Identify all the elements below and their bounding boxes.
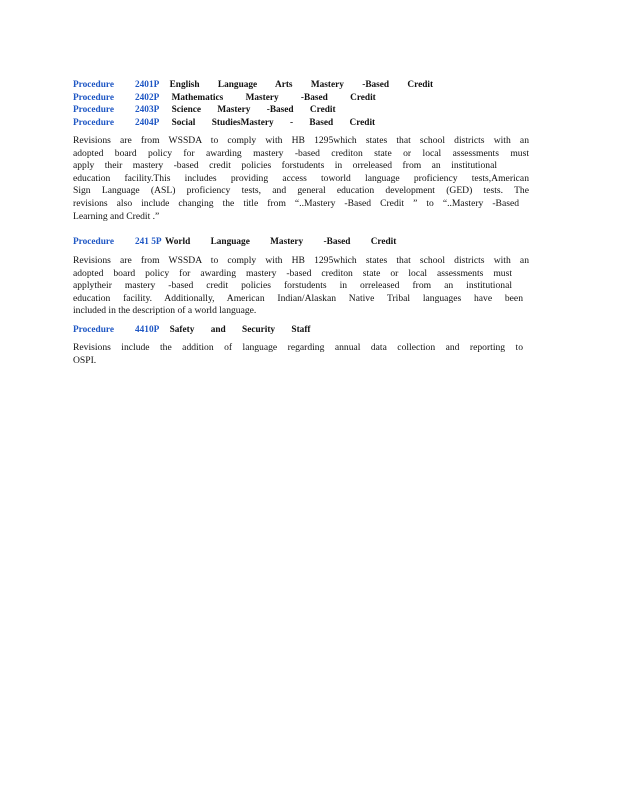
procedure-title: English Language Arts Mastery -Based Credit <box>169 80 434 90</box>
revision-paragraph-1 <box>73 135 529 223</box>
revision-paragraph-2 <box>73 255 529 318</box>
procedure-title: Mathematics Mastery -Based Credit <box>171 92 376 103</box>
paragraph-line: Learning and Credit .” <box>73 210 160 222</box>
procedure-title: Science Mastery -Based Credit <box>171 105 336 115</box>
procedure-list-2 <box>73 236 529 249</box>
procedure-title: Social StudiesMastery - Based Credit <box>171 117 376 128</box>
procedure-title: World Language Mastery -Based Credit <box>164 237 397 247</box>
procedure-row <box>73 117 529 130</box>
procedure-row <box>73 104 529 117</box>
procedure-word: Procedure <box>73 325 114 335</box>
paragraph-line: apply their mastery -based credit policies forstudents in orreleased from an institutional <box>73 160 497 172</box>
procedure-list-1 <box>73 79 529 129</box>
procedure-word: Procedure <box>73 80 114 90</box>
procedure-row <box>73 324 529 337</box>
paragraph-line: adopted board policy for awarding mastery -based crediton state or local assessments must <box>73 147 529 159</box>
procedure-word: Procedure <box>73 105 114 115</box>
procedure-number: 4410P <box>135 325 160 335</box>
procedure-link-2402p[interactable] <box>73 92 159 105</box>
paragraph-line: Revisions include the addition of language regarding annual data collection and reporting to <box>73 342 523 353</box>
procedure-row <box>73 79 529 92</box>
paragraph-line: included in the description of a world language. <box>73 305 257 317</box>
revision-paragraph-3 <box>73 342 523 367</box>
procedure-row <box>73 236 529 249</box>
procedure-link-2403p[interactable] <box>73 104 159 117</box>
paragraph-line: Sign Language (ASL) proficiency tests, and general education development (GED) tests. The <box>73 185 529 197</box>
procedure-word: Procedure <box>73 117 114 128</box>
procedure-link-2415p[interactable] <box>73 236 162 249</box>
procedure-row <box>73 92 529 105</box>
procedure-title: Safety and Security Staff <box>169 325 311 335</box>
paragraph-line: education facility. Additionally, American Indian/Alaskan Native Tribal languages have been <box>73 292 523 304</box>
procedure-link-2404p[interactable] <box>73 117 159 130</box>
procedure-number: 2402P <box>135 92 160 103</box>
procedure-number: 2404P <box>135 117 160 128</box>
paragraph-line: education facility.This includes providing access toworld language proficiency tests,American <box>73 172 529 184</box>
procedure-list-3 <box>73 324 529 337</box>
procedure-word: Procedure <box>73 237 114 247</box>
paragraph-line: OSPI. <box>73 354 97 366</box>
paragraph-line: Revisions are from WSSDA to comply with HB 1295which states that school districts with an <box>73 135 529 146</box>
paragraph-line: revisions also include changing the title from “..Mastery -Based Credit ” to “..Mastery -Based <box>73 197 519 209</box>
procedure-link-2401p[interactable] <box>73 79 159 92</box>
paragraph-line: adopted board policy for awarding mastery -based crediton state or local assessments must <box>73 267 512 279</box>
procedure-number: 2403P <box>135 105 160 115</box>
procedure-link-4410p[interactable] <box>73 324 159 337</box>
procedure-number: 241 5P <box>135 237 162 247</box>
procedure-number: 2401P <box>135 80 160 90</box>
paragraph-line: applytheir mastery -based credit policies forstudents in orreleased from an institutional <box>73 280 512 292</box>
procedure-word: Procedure <box>73 92 114 103</box>
paragraph-line: Revisions are from WSSDA to comply with HB 1295which states that school districts with an <box>73 255 529 266</box>
